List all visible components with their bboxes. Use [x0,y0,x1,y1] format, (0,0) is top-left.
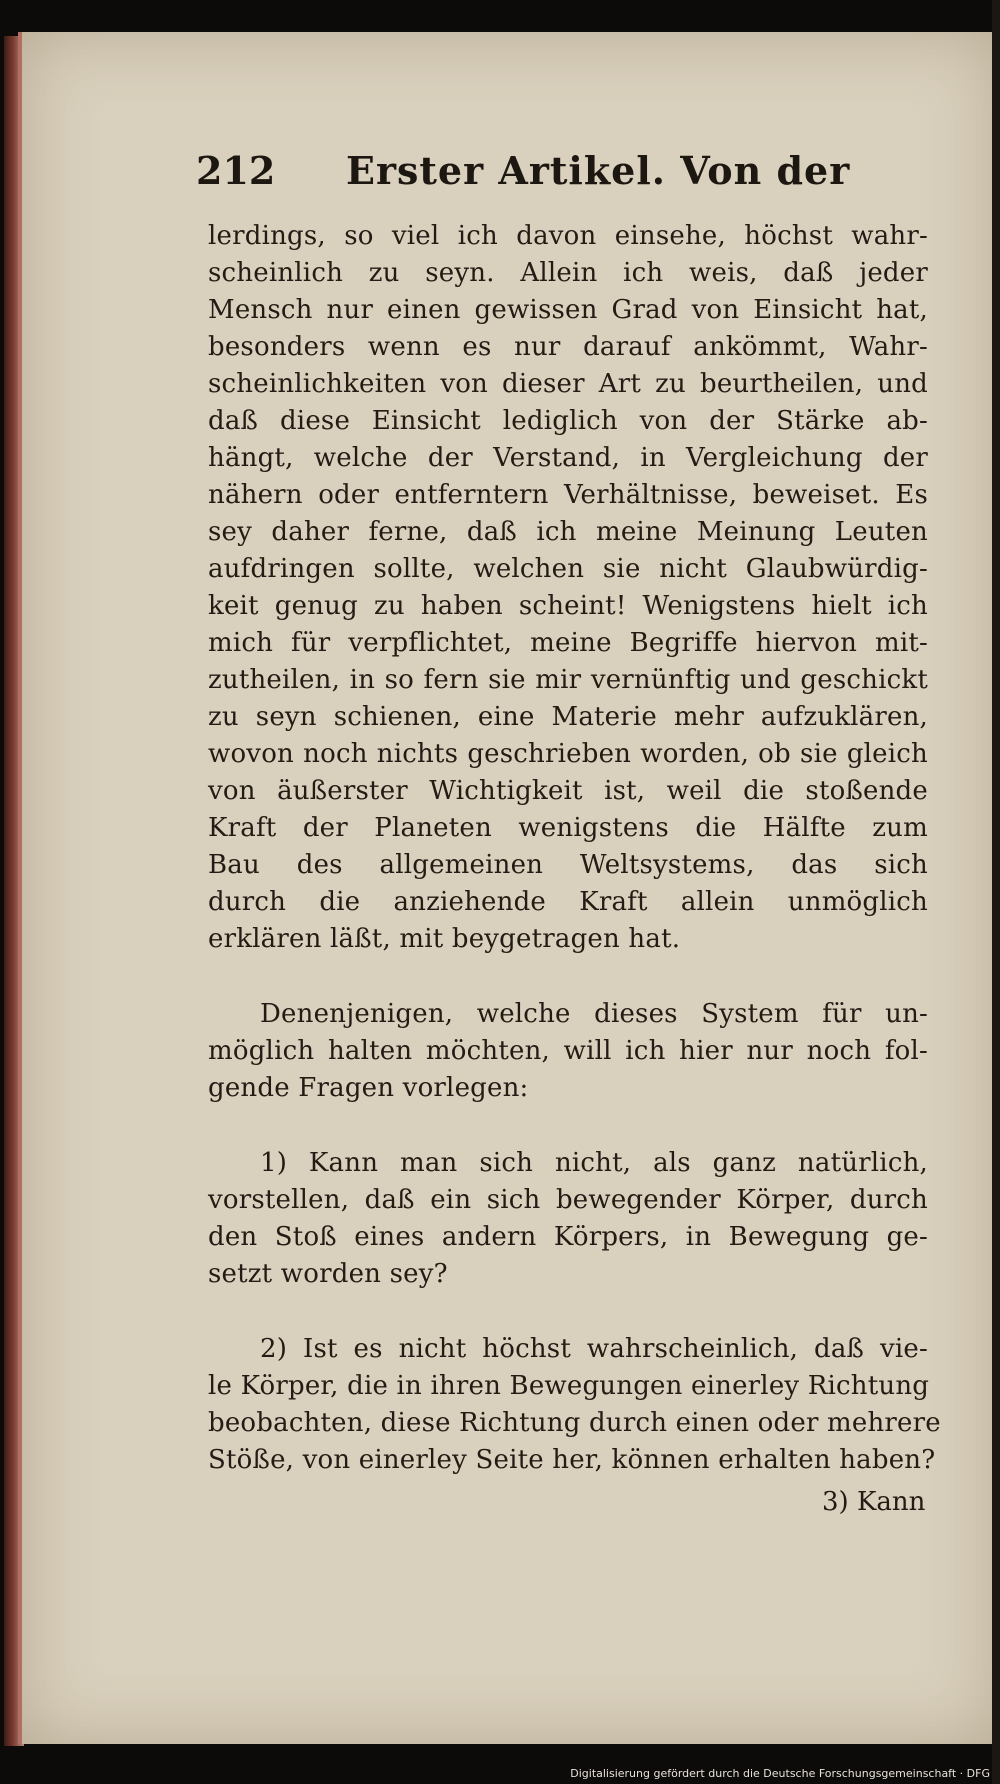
paragraph-gap [208,958,928,996]
binding-edge [992,0,1000,1784]
catchword: 3) Kann [822,1487,926,1517]
text-line: nähern oder entferntern Verhältnisse, beweiset. Es [208,480,928,510]
text-line: zutheilen, in so fern sie mir vernünftig und geschickt [208,665,928,695]
text-line: aufdringen sollte, welchen sie nicht Glaubwürdig- [208,554,928,584]
numbered-question [208,1145,928,1293]
body-text [208,218,941,1479]
text-line: besonders wenn es nur darauf ankömmt, Wahr- [208,332,928,362]
text-line: le Körper, die in ihren Bewegungen einerley Richtung [208,1371,930,1401]
paragraph-gap [208,1107,928,1145]
text-line: Stöße, von einerley Seite her, können erhalten haben? [208,1445,936,1475]
text-line: keit genug zu haben scheint! Wenigstens hielt ich [208,591,928,621]
text-line: 2) Ist es nicht höchst wahrscheinlich, daß vie- [260,1334,928,1364]
page-header [196,146,926,196]
paragraph [208,996,928,1107]
text-line: durch die anziehende Kraft allein unmöglich [208,887,928,917]
text-line: wovon noch nichts geschrieben worden, ob sie gleich [208,739,928,769]
text-line: vorstellen, daß ein sich bewegender Körper, durch [208,1185,928,1215]
paragraph [208,218,928,958]
paragraph-gap [208,1293,928,1331]
text-line: beobachten, diese Richtung durch einen oder mehrere [208,1408,941,1438]
text-line: Denenjenigen, welche dieses System für un- [260,999,928,1029]
text-line: von äußerster Wichtigkeit ist, weil die stoßende [208,776,928,806]
text-line: sey daher ferne, daß ich meine Meinung Leuten [208,517,928,547]
text-line: scheinlich zu seyn. Allein ich weis, daß jeder [208,258,928,288]
text-line: Mensch nur einen gewissen Grad von Einsicht hat, [208,295,928,325]
text-line: setzt worden sey? [208,1259,448,1289]
text-line: hängt, welche der Verstand, in Vergleichung der [208,443,928,473]
page-number: 212 [196,148,276,193]
text-line: Bau des allgemeinen Weltsystems, das sich [208,850,928,880]
running-head: Erster Artikel. Von der [346,148,851,193]
text-line: mich für verpflichtet, meine Begriffe hiervon mit- [208,628,928,658]
text-line: erklären läßt, mit beygetragen hat. [208,924,681,954]
text-line: zu seyn schienen, eine Materie mehr aufzuklären, [208,702,928,732]
text-line: daß diese Einsicht lediglich von der Stärke ab- [208,406,928,436]
text-line: gende Fragen vorlegen: [208,1073,529,1103]
text-line: den Stoß eines andern Körpers, in Bewegung ge- [208,1222,928,1252]
text-line: scheinlichkeiten von dieser Art zu beurtheilen, und [208,369,928,399]
text-line: lerdings, so viel ich davon einsehe, höchst wahr- [208,221,928,251]
text-line: 1) Kann man sich nicht, als ganz natürlich, [260,1148,928,1178]
text-line: möglich halten möchten, will ich hier nur noch fol- [208,1036,928,1066]
numbered-question [208,1331,941,1479]
text-line: Kraft der Planeten wenigstens die Hälfte zum [208,813,928,843]
digitization-credit: Digitalisierung gefördert durch die Deutsche Forschungsgemeinschaft · DFG [570,1767,990,1780]
